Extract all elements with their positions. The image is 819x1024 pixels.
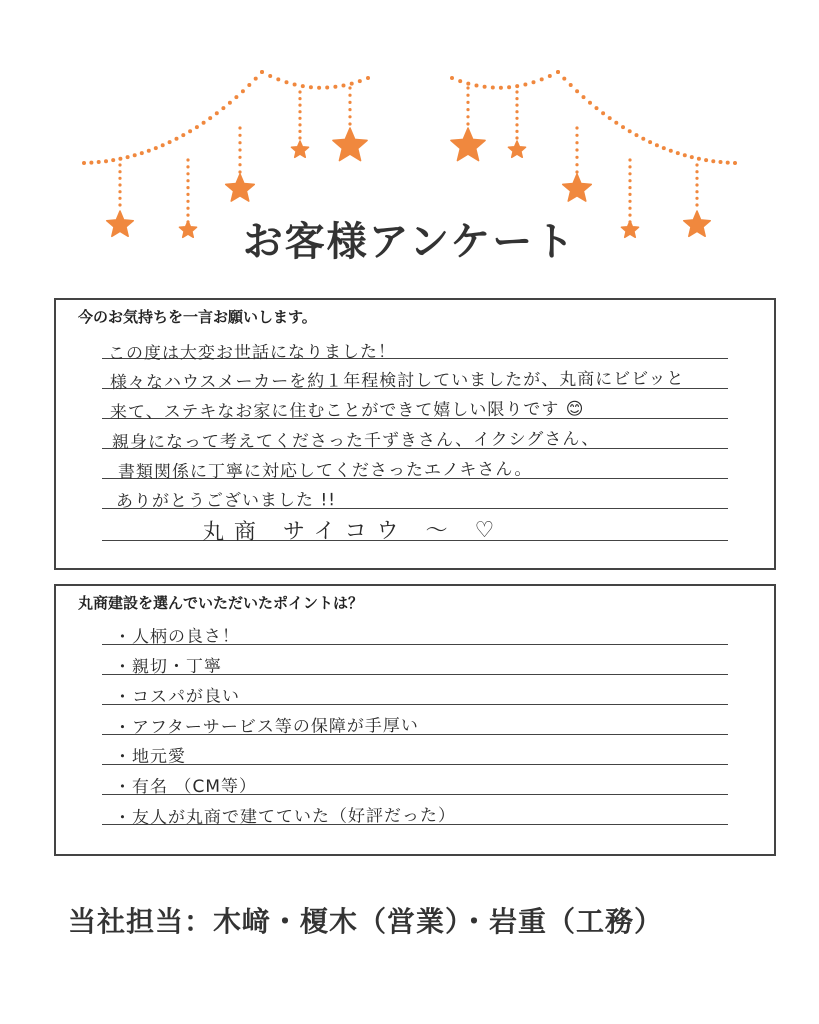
garland-dot [515, 136, 518, 139]
garland-dot [254, 77, 258, 81]
garland-dot [695, 163, 698, 166]
garland-dot [140, 151, 144, 155]
garland-dot [133, 153, 137, 157]
garland-dot [260, 70, 264, 74]
garland-dot [238, 141, 241, 144]
garland-dot [628, 129, 632, 133]
garland-dot [301, 84, 305, 88]
garland-dot [298, 90, 301, 93]
garland-dot [186, 200, 189, 203]
garland-dot [690, 155, 694, 159]
garland-dot [268, 74, 272, 78]
garland-dot [641, 137, 645, 141]
garland-dot [238, 156, 241, 159]
garland-dot [298, 117, 301, 120]
handwritten-answer-line: 親身になって考えてくださった千ずきさん、イクシグさん、 [111, 429, 600, 453]
garland-dot [298, 104, 301, 107]
garland-dot [350, 82, 354, 86]
garland-dot [195, 125, 199, 129]
garland-dot [582, 95, 586, 99]
garland-dot [118, 190, 121, 193]
garland-dot [711, 159, 715, 163]
garland-dot [247, 83, 251, 87]
garland-dot [695, 177, 698, 180]
garland-dot [532, 80, 536, 84]
garland-dot [118, 157, 122, 161]
garland-dot [628, 186, 631, 189]
garland-dot [719, 160, 723, 164]
garland-dot [628, 165, 631, 168]
handwritten-answer-line: ・アフターサービス等の保障が手厚い [113, 715, 419, 739]
garland-dot [466, 82, 470, 86]
question-1-label: 今のお気持ちを一言お願いします。 [78, 308, 317, 326]
garland-dot [82, 161, 86, 165]
garland-dot [238, 126, 241, 129]
garland-dot [325, 86, 329, 90]
garland-dot [104, 159, 108, 163]
garland-dot [733, 161, 737, 165]
garland-dot [186, 186, 189, 189]
garland-dot [483, 85, 487, 89]
staff-in-charge: 当社担当：木﨑・榎木（営業）・岩重（工務） [68, 905, 664, 938]
garland-dot [208, 116, 212, 120]
garland-dot [238, 163, 241, 166]
garland-dot [298, 110, 301, 113]
garland-dot [466, 115, 469, 118]
garland-dot [695, 197, 698, 200]
garland-dot [238, 170, 241, 173]
garland-dot [515, 130, 518, 133]
garland-dot [575, 141, 578, 144]
garland-dot [466, 108, 469, 111]
garland-dot [695, 183, 698, 186]
garland-dot [118, 163, 121, 166]
garland-dot [726, 161, 730, 165]
garland-dot [669, 149, 673, 153]
garland-dot [523, 83, 527, 87]
star-icon [291, 141, 308, 157]
garland-dot [309, 85, 313, 89]
handwritten-answer-line: ・友人が丸商で建てていた（好評だった） [113, 805, 457, 829]
handwritten-answer-line: ・地元愛 [113, 746, 187, 768]
garland-dot [621, 125, 625, 129]
star-icon [451, 128, 485, 161]
garland-dot [298, 136, 301, 139]
star-icon [508, 141, 525, 157]
garland-dot [575, 89, 579, 93]
question-2-box [54, 584, 776, 856]
garland-dot [695, 170, 698, 173]
garland-dot [450, 76, 454, 80]
garland-dot [499, 86, 503, 90]
handwritten-answer-line: 書類関係に丁寧に対応してくださったエノキさん。 [117, 459, 533, 483]
star-icon [226, 174, 255, 201]
garland-dot [118, 203, 121, 206]
garland-dot [118, 183, 121, 186]
garland-dot [628, 172, 631, 175]
garland-dot [548, 74, 552, 78]
garland-dot [608, 116, 612, 120]
garland-dot [628, 179, 631, 182]
garland-dot [575, 170, 578, 173]
garland-dot [215, 111, 219, 115]
handwritten-answer-line: ・コスパが良い [113, 686, 241, 708]
handwritten-answer-line: この度は大変お世話になりました！ [107, 341, 397, 365]
garland-dot [348, 86, 351, 89]
garland-dot [238, 134, 241, 137]
garland-dot [655, 143, 659, 147]
garland-dot [126, 155, 130, 159]
garland-dot [118, 170, 121, 173]
garland-dot [186, 172, 189, 175]
garland-dot [648, 140, 652, 144]
page-title: お客様アンケート [242, 219, 577, 265]
question-2-label: 丸商建設を選んでいただいたポイントは？ [78, 594, 364, 612]
garland-dot [285, 80, 289, 84]
garland-dot [588, 101, 592, 105]
ruled-line [102, 764, 728, 765]
garland-dot [540, 77, 544, 81]
garland-dot [168, 140, 172, 144]
garland-dot [515, 84, 519, 88]
garland-dot [186, 179, 189, 182]
garland-dot [475, 84, 479, 88]
garland-dot [348, 108, 351, 111]
garland-dot [575, 134, 578, 137]
garland-dot [466, 86, 469, 89]
garland-dot [348, 115, 351, 118]
garland-dot [628, 158, 631, 161]
garland-dot [697, 157, 701, 161]
garland-dot [188, 129, 192, 133]
garland-dot [186, 165, 189, 168]
garland-dot [575, 156, 578, 159]
star-icon [333, 128, 367, 161]
garland-dot [458, 79, 462, 83]
garland-dot [348, 122, 351, 125]
garland-dot [676, 151, 680, 155]
handwritten-answer-line: ・人柄の良さ！ [113, 626, 241, 648]
garland-dot [515, 90, 518, 93]
garland-dot [683, 153, 687, 157]
garland-dot [202, 121, 206, 125]
garland-dot [97, 160, 101, 164]
garland-dot [118, 177, 121, 180]
garland-dot [662, 146, 666, 150]
garland-dot [569, 83, 573, 87]
handwritten-answer-line: ありがとうございました !! [115, 490, 337, 512]
garland-dot [147, 149, 151, 153]
garland-dot [89, 161, 93, 165]
garland-dot [491, 86, 495, 90]
handwritten-answer-line: 様々なハウスメーカーを約１年程検討していましたが、丸商にビビッと [109, 368, 685, 394]
garland-dot [276, 77, 280, 81]
garland-dot [348, 101, 351, 104]
garland-dot [695, 203, 698, 206]
garland-dot [358, 79, 362, 83]
garland-dot [154, 146, 158, 150]
garland-dot [628, 193, 631, 196]
garland-dot [515, 104, 518, 107]
handwritten-answer-line: ・親切・丁寧 [113, 656, 223, 678]
garland-dot [348, 94, 351, 97]
garland-dot [175, 137, 179, 141]
garland-dot [161, 143, 165, 147]
garland-dot [515, 117, 518, 120]
garland-dot [366, 76, 370, 80]
garland-dot [466, 101, 469, 104]
garland-dot [298, 130, 301, 133]
question-1-box [54, 298, 776, 570]
garland-dot [601, 111, 605, 115]
garland-dot [111, 158, 115, 162]
garland-dot [333, 85, 337, 89]
garland-dot [507, 85, 511, 89]
handwritten-answer-line: ・有名 （CM等） [113, 776, 258, 798]
garland-dot [118, 197, 121, 200]
garland-dot [695, 190, 698, 193]
garland-dot [466, 122, 469, 125]
garland-dot [595, 106, 599, 110]
garland-dot [628, 200, 631, 203]
garland-dot [234, 95, 238, 99]
garland-dot [241, 89, 245, 93]
garland-dot [515, 97, 518, 100]
garland-dot [466, 94, 469, 97]
handwritten-answer-line: 来て、ステキなお家に住むことができて嬉しい限りです 😊 [109, 399, 585, 423]
garland-dot [575, 126, 578, 129]
garland-dot [342, 84, 346, 88]
garland-dot [186, 193, 189, 196]
garland-dot [186, 158, 189, 161]
garland-dot [293, 83, 297, 87]
garland-dot [221, 106, 225, 110]
garland-dot [228, 101, 232, 105]
star-icon [563, 174, 592, 201]
garland-dot [298, 97, 301, 100]
garland-dot [298, 123, 301, 126]
garland-dot [238, 148, 241, 151]
garland-dot [515, 123, 518, 126]
garland-dot [181, 133, 185, 137]
garland-dot [317, 86, 321, 90]
garland-dot [704, 158, 708, 162]
garland-dot [575, 163, 578, 166]
garland-dot [635, 133, 639, 137]
handwritten-signature-line: 丸商 サイコウ ～ ♡ [201, 517, 505, 546]
garland-dot [515, 110, 518, 113]
garland-dot [562, 77, 566, 81]
garland-dot [556, 70, 560, 74]
garland-dot [575, 148, 578, 151]
garland-dot [614, 121, 618, 125]
